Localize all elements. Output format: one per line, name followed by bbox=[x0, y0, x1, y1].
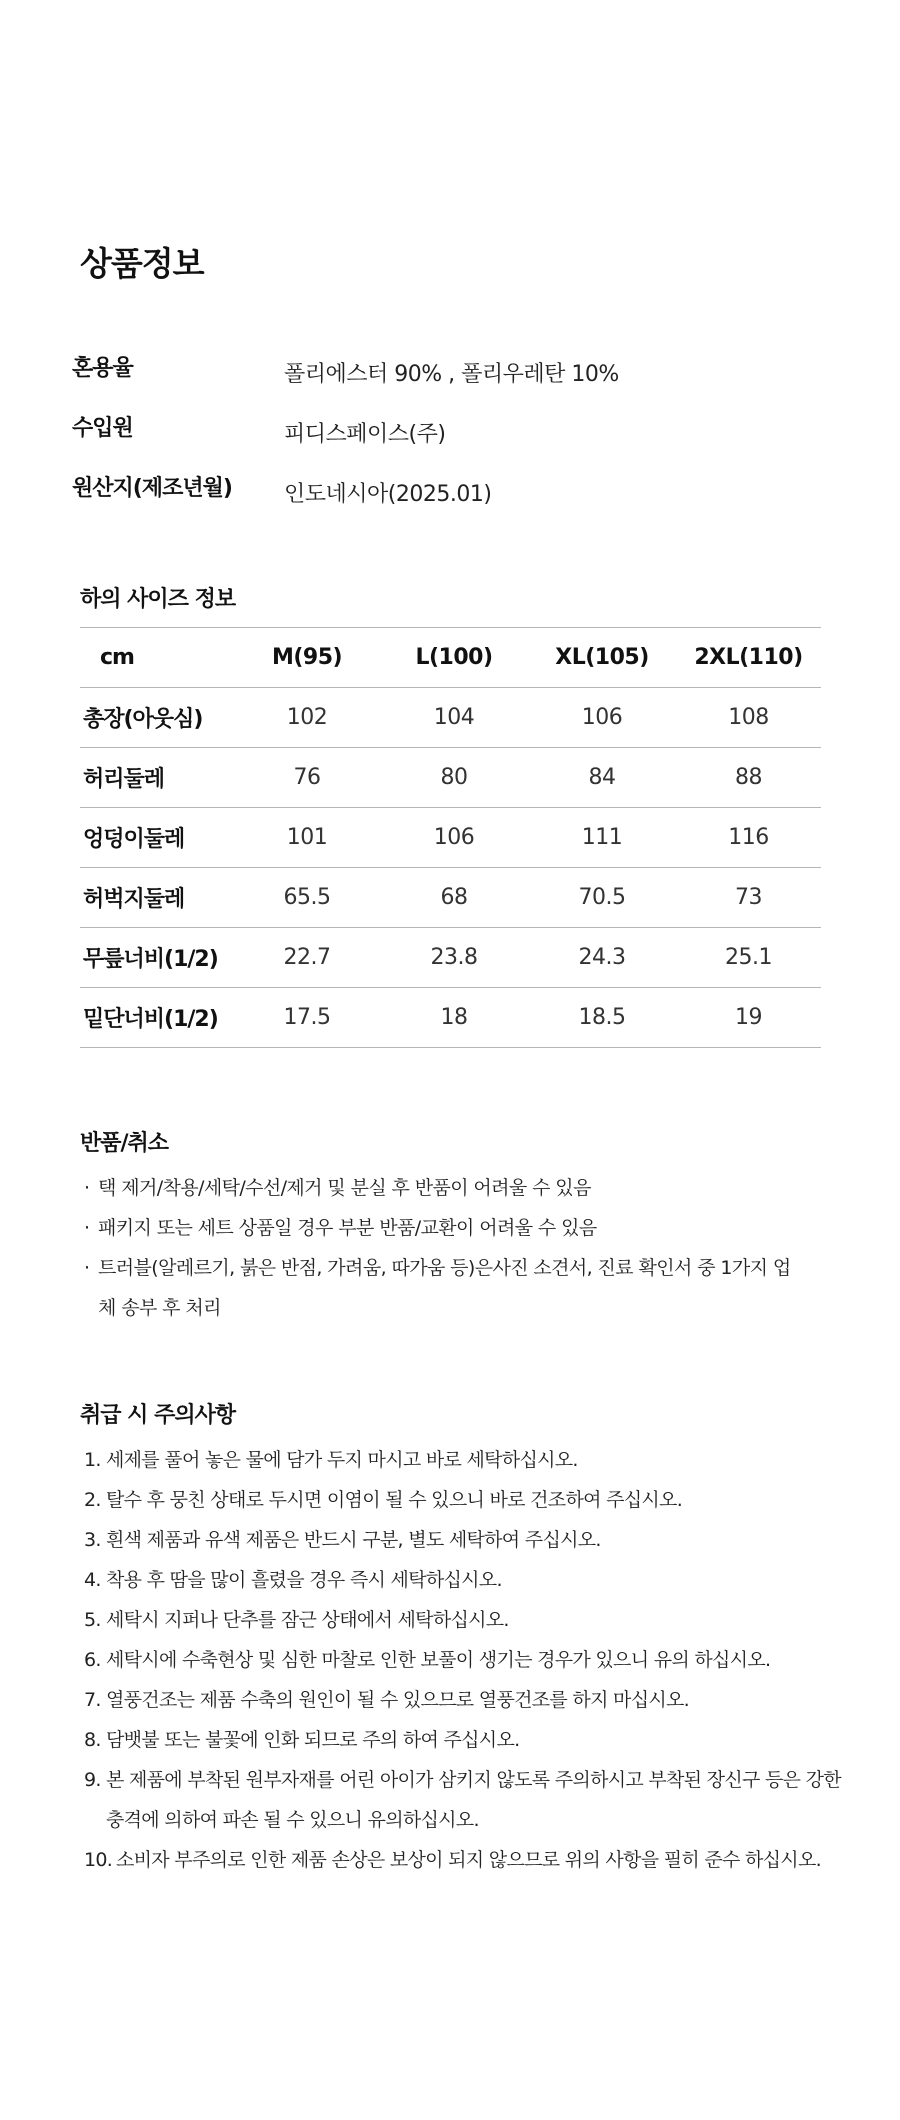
item-number: 4. bbox=[84, 1569, 101, 1591]
spec-label: 수입원 bbox=[72, 416, 133, 441]
size-cell: 70.5 bbox=[528, 868, 676, 928]
page-title: 상품정보 bbox=[80, 244, 204, 283]
care-item-text: 열풍건조는 제품 수축의 원인이 될 수 있으므로 열풍건조를 하지 마십시오. bbox=[106, 1689, 690, 1711]
table-row bbox=[80, 988, 821, 1048]
size-column-header: XL(105) bbox=[528, 628, 676, 688]
list-item bbox=[84, 1520, 844, 1560]
size-cell: 18.5 bbox=[528, 988, 676, 1048]
care-item-text: 세탁시에 수축현상 및 심한 마찰로 인한 보풀이 생기는 경우가 있으니 유의 하십시오. bbox=[106, 1649, 771, 1671]
list-item bbox=[84, 1640, 844, 1680]
item-number: 8. bbox=[84, 1729, 101, 1751]
table-row bbox=[80, 748, 821, 808]
size-cell: 106 bbox=[380, 808, 528, 868]
list-item bbox=[84, 1480, 844, 1520]
bullet-icon: · bbox=[84, 1177, 90, 1199]
spec-label: 혼용율 bbox=[72, 356, 133, 381]
care-item-text: 착용 후 땀을 많이 흘렸을 경우 즉시 세탁하십시오. bbox=[106, 1569, 502, 1591]
list-item bbox=[84, 1168, 804, 1208]
size-cell: 111 bbox=[528, 808, 676, 868]
size-info-title: 하의 사이즈 정보 bbox=[80, 587, 236, 612]
item-number: 6. bbox=[84, 1649, 101, 1671]
size-cell: 23.8 bbox=[380, 928, 528, 988]
care-item-text: 소비자 부주의로 인한 제품 손상은 보상이 되지 않으므로 위의 사항을 필히 준수 하십시오. bbox=[116, 1849, 821, 1871]
item-number: 10. bbox=[84, 1849, 113, 1871]
size-cell: 22.7 bbox=[234, 928, 380, 988]
size-cell: 88 bbox=[676, 748, 821, 808]
size-cell: 116 bbox=[676, 808, 821, 868]
measure-label: 무릎너비(1/2) bbox=[80, 928, 234, 988]
list-item bbox=[84, 1248, 804, 1328]
list-item bbox=[84, 1440, 844, 1480]
spec-value: 폴리에스터 90% , 폴리우레탄 10% bbox=[284, 362, 619, 387]
spec-row-origin bbox=[72, 471, 832, 511]
list-item bbox=[84, 1600, 844, 1640]
size-column-header: 2XL(110) bbox=[676, 628, 821, 688]
size-cell: 65.5 bbox=[234, 868, 380, 928]
return-item-text: 택 제거/착용/세탁/수선/제거 및 분실 후 반품이 어려울 수 있음 bbox=[98, 1177, 591, 1199]
care-item-text: 세탁시 지퍼나 단추를 잠근 상태에서 세탁하십시오. bbox=[106, 1609, 509, 1631]
list-item bbox=[84, 1560, 844, 1600]
size-cell: 101 bbox=[234, 808, 380, 868]
spec-value: 피디스페이스(주) bbox=[284, 422, 446, 447]
measure-label: 엉덩이둘레 bbox=[80, 808, 234, 868]
size-cell: 84 bbox=[528, 748, 676, 808]
care-item-text: 탈수 후 뭉친 상태로 두시면 이염이 될 수 있으니 바로 건조하여 주십시오. bbox=[106, 1489, 683, 1511]
item-number: 2. bbox=[84, 1489, 101, 1511]
list-item bbox=[84, 1680, 844, 1720]
care-item-text: 본 제품에 부착된 원부자재를 어린 아이가 삼키지 않도록 주의하시고 부착된 장신구 등은 강한 충격에 의하여 파손 될 수 있으니 유의하십시오. bbox=[106, 1769, 841, 1831]
return-item-text: 트러블(알레르기, 붉은 반점, 가려움, 따가움 등)은사진 소견서, 진료 확인서 중 1가지 업체 송부 후 처리 bbox=[98, 1257, 791, 1319]
measure-label: 허리둘레 bbox=[80, 748, 234, 808]
size-cell: 19 bbox=[676, 988, 821, 1048]
table-row bbox=[80, 868, 821, 928]
size-cell: 17.5 bbox=[234, 988, 380, 1048]
care-item-text: 세제를 풀어 놓은 물에 담가 두지 마시고 바로 세탁하십시오. bbox=[106, 1449, 578, 1471]
measure-label: 총장(아웃심) bbox=[80, 688, 234, 748]
spec-label: 원산지(제조년월) bbox=[72, 476, 232, 501]
size-column-header: M(95) bbox=[234, 628, 380, 688]
table-row bbox=[80, 928, 821, 988]
spec-row-importer bbox=[72, 411, 832, 451]
returns-title: 반품/취소 bbox=[80, 1131, 169, 1156]
care-item-text: 흰색 제품과 유색 제품은 반드시 구분, 별도 세탁하여 주십시오. bbox=[106, 1529, 601, 1551]
spec-row-material bbox=[72, 351, 832, 391]
table-row bbox=[80, 688, 821, 748]
size-table-header-row bbox=[80, 628, 821, 688]
size-table bbox=[80, 627, 821, 1048]
size-cell: 24.3 bbox=[528, 928, 676, 988]
item-number: 1. bbox=[84, 1449, 101, 1471]
list-item bbox=[84, 1840, 844, 1880]
care-title: 취급 시 주의사항 bbox=[80, 1403, 236, 1428]
measure-label: 허벅지둘레 bbox=[80, 868, 234, 928]
size-cell: 80 bbox=[380, 748, 528, 808]
bullet-icon: · bbox=[84, 1217, 90, 1239]
unit-header: cm bbox=[80, 628, 234, 688]
size-column-header: L(100) bbox=[380, 628, 528, 688]
measure-label: 밑단너비(1/2) bbox=[80, 988, 234, 1048]
list-item bbox=[84, 1208, 804, 1248]
item-number: 9. bbox=[84, 1769, 101, 1791]
table-row bbox=[80, 808, 821, 868]
item-number: 7. bbox=[84, 1689, 101, 1711]
bullet-icon: · bbox=[84, 1257, 90, 1279]
return-item-text: 패키지 또는 세트 상품일 경우 부분 반품/교환이 어려울 수 있음 bbox=[98, 1217, 597, 1239]
item-number: 5. bbox=[84, 1609, 101, 1631]
size-cell: 106 bbox=[528, 688, 676, 748]
item-number: 3. bbox=[84, 1529, 101, 1551]
list-item bbox=[84, 1760, 844, 1840]
size-cell: 76 bbox=[234, 748, 380, 808]
size-cell: 73 bbox=[676, 868, 821, 928]
spec-value: 인도네시아(2025.01) bbox=[284, 482, 492, 507]
size-cell: 108 bbox=[676, 688, 821, 748]
care-item-text: 담뱃불 또는 불꽃에 인화 되므로 주의 하여 주십시오. bbox=[106, 1729, 520, 1751]
size-cell: 102 bbox=[234, 688, 380, 748]
size-cell: 104 bbox=[380, 688, 528, 748]
size-cell: 18 bbox=[380, 988, 528, 1048]
returns-list bbox=[84, 1168, 804, 1328]
size-cell: 25.1 bbox=[676, 928, 821, 988]
care-list bbox=[84, 1440, 844, 1880]
size-cell: 68 bbox=[380, 868, 528, 928]
list-item bbox=[84, 1720, 844, 1760]
